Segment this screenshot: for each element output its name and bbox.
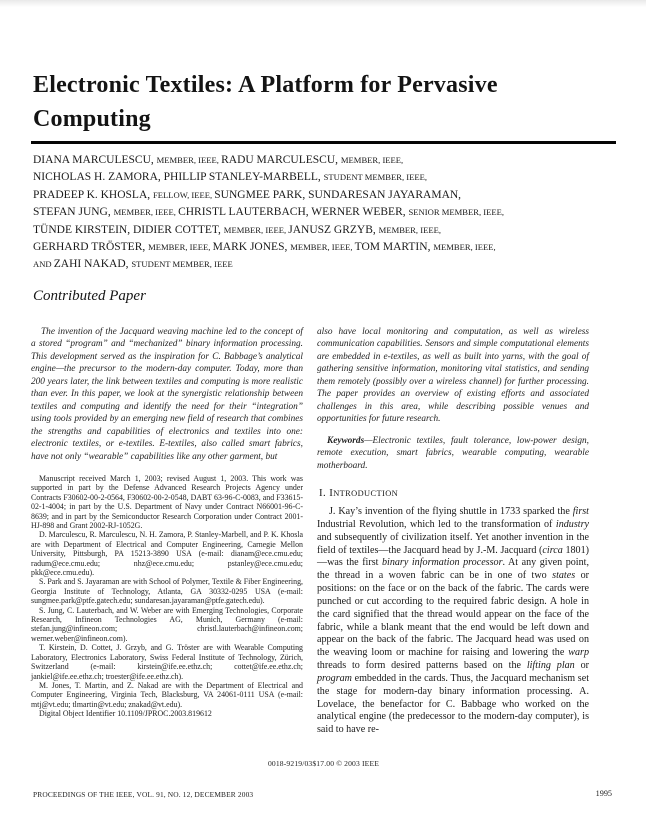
text-run: DIANA MARCULESCU, — [33, 154, 157, 166]
text-run: MEMBER, IEEE, — [378, 224, 441, 235]
text-run: JANUSZ GRZYB, — [288, 223, 379, 236]
text-run: CHRISTL LAUTERBACH, WERNER WEBER, — [178, 206, 409, 219]
paper-title: Electronic Textiles: A Platform for Pervasive Computing — [33, 72, 498, 132]
footnote-paragraph: Manuscript received March 1, 2003; revised August 1, 2003. This work was supported in part by the Defense Advanced Research Projects Agency under Contracts F30602-00-2-0564, F30602-00-2-0548, DABT 63-96-C-0083, and F33615-02-1-4004; in part by the U.S. Department of Navy under Contract N66001-96-C-8639; and in part by the Semiconductor Research Corporation under Contract 2001-HJ-898 and Grant 2002-RJ-1052G. — [31, 473, 303, 531]
text-run: states — [552, 570, 576, 582]
footnote-paragraph: T. Kirstein, D. Cottet, J. Grzyb, and G. Tröster are with Wearable Computing Laboratory, Electronics Laboratory, Swiss Federal Institute of Technology, Zürich, Switzerland (e-mail: kirstein@ife.ee.ethz.ch; cottet@ife.ee.ethz.ch; jankiel@ife.ee.ethz.ch; troester@ife.ee.ethz.ch). — [31, 643, 303, 681]
footnote-paragraph: Digital Object Identifier 10.1109/JPROC.2003.819612 — [39, 709, 212, 719]
text-run: ZAHI NAKAD, — [53, 258, 132, 271]
author-line — [33, 221, 613, 238]
right-column — [317, 326, 589, 737]
author-line — [33, 255, 613, 272]
text-run: lifting plan — [526, 660, 575, 672]
text-run: STEFAN JUNG, — [33, 206, 114, 219]
text-run: MEMBER, IEEE, — [433, 242, 496, 253]
section-heading-introduction — [319, 487, 589, 499]
text-run: Keywords — [327, 435, 365, 446]
footnote-paragraph: S. Jung, C. Lauterbach, and W. Weber are with Emerging Technologies, Corporate Research, Infineon Technologies AG, Munich, Germany (e-mail: stefan.jung@infineon.com; christl.lauterbach@infineon.com; werner.weber@infineon.com). — [31, 605, 303, 643]
author-line — [33, 238, 613, 255]
page-top-shadow — [0, 0, 646, 7]
text-run: STUDENT MEMBER, IEEE — [131, 259, 233, 270]
text-run: threads to form desired patterns based on the — [317, 660, 527, 672]
text-run: NTRODUCTION — [333, 488, 399, 498]
text-run: and subsequently of civilization itself. Yet another invention in the field of textiles—the Jacquard head by J.-M. Jacquard ( — [317, 531, 589, 556]
text-run: RADU MARCULESCU, — [221, 154, 341, 166]
text-run: program — [317, 672, 352, 684]
text-run: MEMBER, IEEE, — [223, 224, 289, 235]
author-line — [33, 168, 613, 185]
author-line — [33, 151, 613, 168]
author-line — [33, 203, 613, 220]
text-run: MEMBER, IEEE, — [340, 155, 404, 165]
text-run: circa — [542, 544, 563, 556]
text-run: MEMBER, IEEE, — [156, 155, 222, 165]
page-number: 1995 — [595, 789, 612, 798]
footnote-paragraph: D. Marculescu, R. Marculescu, N. H. Zamora, P. Stanley-Marbell, and P. K. Khosla are with Department of Electrical and Computer Engineering, Carnegie Mellon University, Pittsburgh, PA 15213-3890 USA (e-mail: dianam@ece.cmu.edu; radum@ece.cmu.edu; nhz@ece.cmu.edu; pstanley@ece.cmu.edu; pkk@ece.cmu.edu). — [31, 530, 303, 578]
text-run: GERHARD TRÖSTER, — [33, 241, 149, 254]
footnote-paragraph: S. Park and S. Jayaraman are with School of Polymer, Textile & Fiber Engineering, Georgia Institute of Technology, Atlanta, GA 30332-0295 USA (e-mail: sungmee.park@ptfe.gatech.edu; sundaresan.jayaraman@ptfe.gatech.edu). — [31, 577, 303, 606]
text-run: warp — [568, 647, 589, 659]
text-run: —Electronic textiles, fault tolerance, low-power design, remote execution, smart fabrics, wearable computing, wearable motherboard. — [317, 435, 589, 471]
abstract-text-left: The invention of the Jacquard weaving machine led to the concept of a stored “program” and “mechanized” binary information processing. This development served as the inspiration for C. Babbage’s analytical engine—the precursor to the modern-day computer. Today, more than 200 years later, the link between textiles and computing is more realistic than ever. In this paper, we look at the synergistic relationship between textiles and computing and identify the need for their “integration” using tools provided by an emerging new field of research that combines the strengths and capabilities of electronics and textiles into one: electronic textiles, or e-textiles. E-textiles, also called smart fabrics, have not only “wearable” capabilities like any other garment, but — [31, 327, 303, 462]
copyright-line: 0018-9219/03$17.00 © 2003 IEEE — [267, 759, 380, 768]
text-run: industry — [555, 518, 589, 530]
footnotes-block — [31, 474, 303, 719]
left-column — [31, 326, 303, 719]
text-run: MEMBER, IEEE, — [290, 242, 355, 253]
author-line — [33, 186, 613, 203]
text-run: 1801)—was the first — [317, 544, 589, 569]
title-rule — [31, 141, 616, 144]
journal-footer: PROCEEDINGS OF THE IEEE, VOL. 91, NO. 12, DECEMBER 2003 — [33, 790, 254, 799]
footnote-paragraph: M. Jones, T. Martin, and Z. Nakad are with the Department of Electrical and Computer Engineering, Virginia Tech, Blacksburg, VA 24061-0111 USA (e-mail: mtj@vt.edu; tlmartin@vt.edu; znakad@vt.edu). — [31, 680, 303, 709]
text-run: I. I — [319, 486, 334, 499]
author-list — [33, 151, 613, 273]
text-run: TOM MARTIN, — [354, 241, 434, 254]
text-run: SUNGMEE PARK, SUNDARESAN JAYARAMAN, — [214, 188, 462, 201]
text-run: embedded in the cards. Thus, the Jacquard mechanism set the stage for modern-day binary information processing. A. Lovelace, the benefactor for C. Babbage who worked on the analytical engine (the predecessor to the modern-day computer), is said to have re- — [317, 672, 589, 736]
text-run: PRADEEP K. KHOSLA, — [33, 188, 154, 201]
paper-type-label: Contributed Paper — [33, 288, 146, 304]
text-run: SENIOR MEMBER, IEEE, — [408, 207, 504, 218]
text-run: NICHOLAS H. ZAMORA, PHILLIP STANLEY-MARBELL, — [33, 171, 324, 184]
text-run: . At any given point, the thread in a woven fabric can be in one of two — [317, 557, 589, 582]
abstract-text-right: also have local monitoring and computation, as well as wireless communication capabilities. Sensors and simple computational elements are embedded in e-textiles, as well as built into yarns, with the goal of gathering sensitive information, monitoring vital statistics, and sending them remotely (possibly over a wireless channel) for further processing. The paper provides an overview of existing efforts and associated challenges in this area, while describing possible venues and opportunities for future research. — [317, 327, 589, 425]
introduction-paragraph — [317, 506, 589, 737]
text-run: first — [572, 505, 589, 517]
text-run: Industrial Revolution, which led to the transformation of — [317, 518, 556, 530]
text-run: or — [574, 660, 589, 672]
text-run: STUDENT MEMBER, IEEE, — [323, 172, 428, 183]
text-run: MEMBER, IEEE, — [148, 242, 213, 253]
text-run: TÜNDE KIRSTEIN, DIDIER COTTET, — [33, 223, 224, 236]
text-run: MEMBER, IEEE, — [113, 207, 179, 218]
text-run: J. Kay’s invention of the flying shuttle in 1733 sparked the — [329, 505, 573, 517]
text-run: binary information processor — [381, 557, 503, 569]
keywords-text — [317, 435, 589, 472]
text-run: AND — [33, 259, 54, 270]
text-run: or positions: on the face or on the back of the fabric. The cards were punched or cut according to the required fabric design. A hole in the card signified that the thread would appear on the face of the fabric, while a blank meant that the end would be left down and appear on the back of the fabric. The Jacquard head was used on the weaving loom or machine for raising and lowering the — [317, 570, 589, 659]
text-run: FELLOW, IEEE, — [153, 189, 215, 200]
text-run: MARK JONES, — [212, 241, 291, 254]
